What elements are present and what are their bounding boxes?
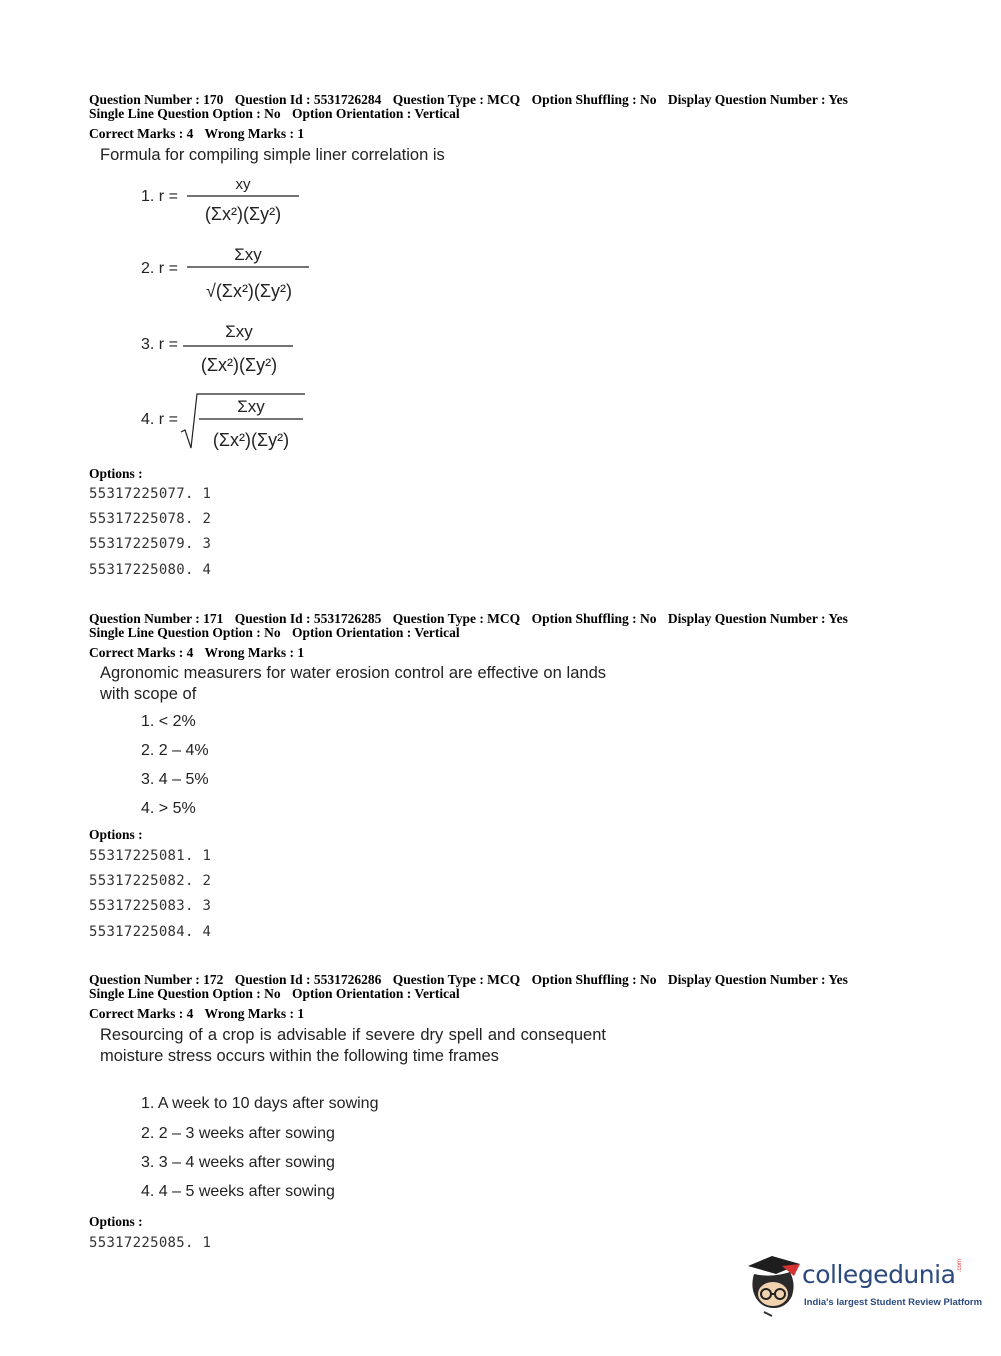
- question-number: Question Number : 172: [89, 972, 224, 987]
- question-type: Question Type : MCQ: [392, 611, 521, 626]
- question-marks: [89, 645, 304, 660]
- option-shuffling: Option Shuffling : No: [531, 92, 657, 107]
- mascot-icon: [742, 1252, 804, 1318]
- option-orientation: Option Orientation : Vertical: [292, 986, 460, 1001]
- question-id: Question Id : 5531726284: [234, 92, 382, 107]
- question-meta-line2: [89, 986, 460, 1001]
- choice-item: 3. 3 – 4 weeks after sowing: [141, 1154, 335, 1171]
- denominator: (Σx²)(Σy²): [212, 430, 290, 450]
- option-line: 55317225083. 3: [89, 898, 212, 914]
- question-meta-line1: [89, 972, 848, 987]
- question-meta-line1: [89, 611, 848, 626]
- logo-tagline: India's largest Student Review Platform: [804, 1297, 983, 1308]
- single-line-option: Single Line Question Option : No: [89, 106, 281, 121]
- logo-wordmark: collegedunia: [802, 1260, 956, 1289]
- wrong-marks: Wrong Marks : 1: [204, 1006, 305, 1021]
- display-question-number: Display Question Number : Yes: [667, 92, 848, 107]
- question-number: Question Number : 171: [89, 611, 224, 626]
- question-text: Formula for compiling simple liner correlation is: [100, 146, 445, 164]
- single-line-option: Single Line Question Option : No: [89, 625, 281, 640]
- choice-item: 4. 4 – 5 weeks after sowing: [141, 1183, 335, 1200]
- question-meta-line1: [89, 92, 848, 107]
- formula-choice-1: [141, 175, 341, 232]
- choice-item: 4. > 5%: [141, 800, 196, 817]
- choice-prefix: 4. r =: [141, 411, 178, 428]
- logo-suffix: .com: [957, 1258, 963, 1272]
- question-meta-line2: [89, 625, 460, 640]
- option-orientation: Option Orientation : Vertical: [292, 106, 460, 121]
- question-type: Question Type : MCQ: [392, 972, 521, 987]
- formula-choice-2: [141, 240, 341, 311]
- options-label: Options :: [89, 466, 143, 481]
- choice-prefix: 1. r =: [141, 188, 178, 205]
- denominator: √(Σx²)(Σy²): [205, 281, 293, 301]
- option-line: 55317225081. 1: [89, 848, 212, 864]
- display-question-number: Display Question Number : Yes: [667, 972, 848, 987]
- choice-prefix: 2. r =: [141, 260, 178, 277]
- choice-item: 1. A week to 10 days after sowing: [141, 1095, 379, 1112]
- option-line: 55317225084. 4: [89, 924, 212, 940]
- option-shuffling: Option Shuffling : No: [531, 611, 657, 626]
- wrong-marks: Wrong Marks : 1: [204, 645, 305, 660]
- wrong-marks: Wrong Marks : 1: [204, 126, 305, 141]
- option-line: 55317225080. 4: [89, 562, 212, 578]
- correct-marks: Correct Marks : 4: [89, 645, 194, 660]
- question-id: Question Id : 5531726286: [234, 972, 382, 987]
- option-line: 55317225079. 3: [89, 536, 212, 552]
- question-number: Question Number : 170: [89, 92, 224, 107]
- question-text: Agronomic measurers for water erosion control are effective on lands with scope of: [100, 664, 606, 703]
- collegedunia-logo: [742, 1252, 983, 1318]
- denominator: (Σx²)(Σy²): [204, 204, 282, 224]
- numerator: xy: [235, 176, 251, 193]
- choice-item: 3. 4 – 5%: [141, 771, 209, 788]
- options-label: Options :: [89, 1214, 143, 1229]
- option-orientation: Option Orientation : Vertical: [292, 625, 460, 640]
- numerator: Σxy: [225, 322, 253, 341]
- option-line: 55317225085. 1: [89, 1235, 212, 1251]
- numerator: Σxy: [237, 397, 265, 416]
- option-line: 55317225082. 2: [89, 873, 212, 889]
- options-label: Options :: [89, 827, 143, 842]
- correct-marks: Correct Marks : 4: [89, 126, 194, 141]
- single-line-option: Single Line Question Option : No: [89, 986, 281, 1001]
- question-marks: [89, 126, 304, 141]
- option-shuffling: Option Shuffling : No: [531, 972, 657, 987]
- choice-prefix: 3. r =: [141, 336, 178, 353]
- formula-choice-4: [141, 390, 341, 461]
- question-marks: [89, 1006, 304, 1021]
- question-text: Resourcing of a crop is advisable if severe dry spell and consequent moisture stress occurs within the following time frames: [100, 1026, 606, 1065]
- correct-marks: Correct Marks : 4: [89, 1006, 194, 1021]
- option-line: 55317225078. 2: [89, 511, 212, 527]
- question-id: Question Id : 5531726285: [234, 611, 382, 626]
- choice-item: 2. 2 – 4%: [141, 742, 209, 759]
- question-meta-line2: [89, 106, 460, 121]
- denominator: (Σx²)(Σy²): [200, 355, 278, 375]
- question-type: Question Type : MCQ: [392, 92, 521, 107]
- formula-choice-3: [141, 316, 341, 387]
- numerator: Σxy: [234, 245, 262, 264]
- choice-item: 1. < 2%: [141, 713, 196, 730]
- choice-item: 2. 2 – 3 weeks after sowing: [141, 1125, 335, 1142]
- option-line: 55317225077. 1: [89, 486, 212, 502]
- display-question-number: Display Question Number : Yes: [667, 611, 848, 626]
